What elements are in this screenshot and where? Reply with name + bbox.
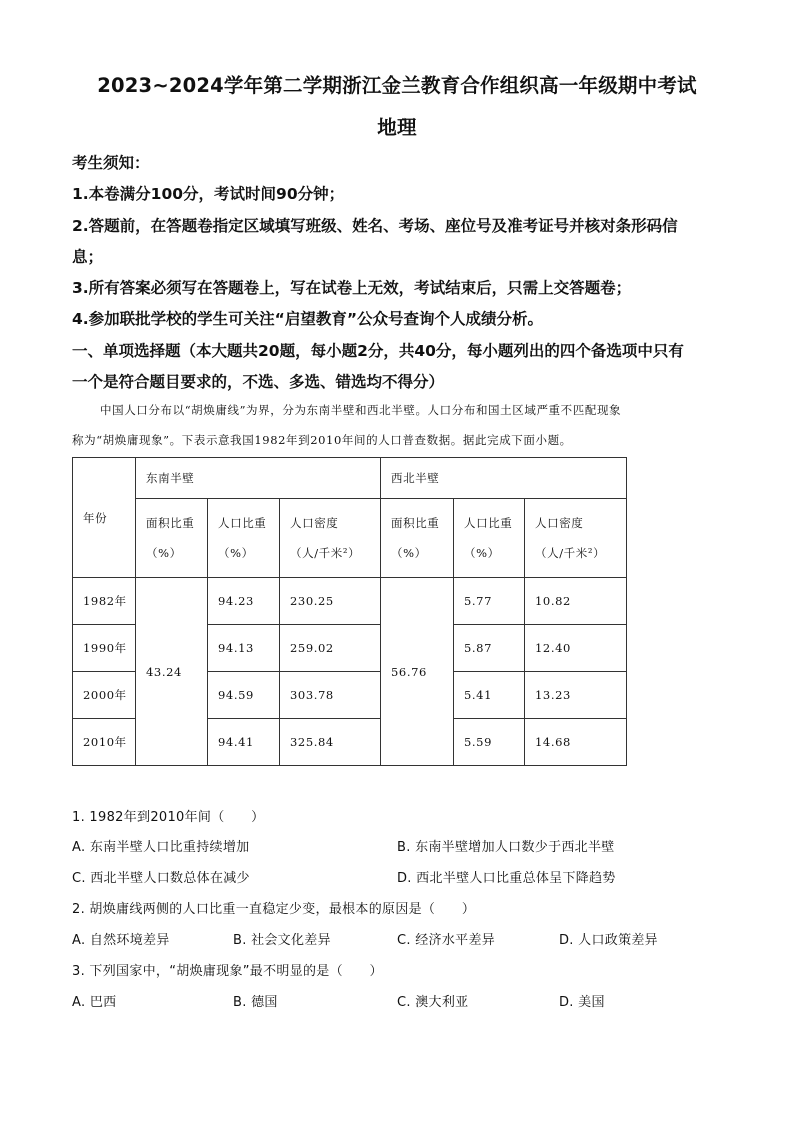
cell: 5.59 [454,719,525,766]
option: B. 东南半壁增加人口数少于西北半壁 [397,840,615,855]
question-stem: 2. 胡焕庸线两侧的人口比重一直稳定少变，最根本的原因是（ ） [72,902,476,917]
cell: 94.59 [208,672,280,719]
notice-heading: 考生须知： [72,154,150,172]
notice-item: 息； [72,248,104,266]
southeast-area-cell: 43.24 [136,578,208,766]
northwest-area-cell: 56.76 [381,578,454,766]
option: B. 德国 [233,995,278,1010]
cell: 94.13 [208,625,280,672]
cell: 5.87 [454,625,525,672]
option: C. 经济水平差异 [397,933,496,948]
question-stem: 3. 下列国家中，“胡焕庸现象”最不明显的是（ ） [72,964,383,979]
year-header: 年份 [73,458,136,578]
col-density-header: 人口密度 （人/千米²） [525,499,627,578]
col-area-header: 面积比重 （%） [381,499,454,578]
cell: 10.82 [525,578,627,625]
col-area-header: 面积比重 （%） [136,499,208,578]
year-cell: 2000年 [73,672,136,719]
notice-item: 4.参加联批学校的学生可关注“启望教育”公众号查询个人成绩分析。 [72,310,544,328]
option: C. 澳大利亚 [397,995,469,1010]
option: A. 巴西 [72,995,117,1010]
subject-title: 地理 [377,116,417,139]
cell: 5.41 [454,672,525,719]
southeast-header: 东南半壁 [136,458,381,499]
option: A. 东南半壁人口比重持续增加 [72,840,250,855]
col-density-header: 人口密度 （人/千米²） [280,499,381,578]
col-pop-header: 人口比重 （%） [454,499,525,578]
col-pop-header: 人口比重 （%） [208,499,280,578]
section-heading: 一、单项选择题（本大题共20题，每小题2分，共40分，每小题列出的四个备选项中只有 [72,342,684,360]
question-stem: 1. 1982年到2010年间（ ） [72,810,265,825]
exam-title: 2023~2024学年第二学期浙江金兰教育合作组织高一年级期中考试 [97,74,697,97]
year-cell: 2010年 [73,719,136,766]
option: D. 美国 [559,995,605,1010]
notice-item: 2.答题前，在答题卷指定区域填写班级、姓名、考场、座位号及准考证号并核对条形码信 [72,217,678,235]
cell: 94.41 [208,719,280,766]
cell: 14.68 [525,719,627,766]
option: A. 自然环境差异 [72,933,170,948]
cell: 5.77 [454,578,525,625]
intro-passage-cont: 称为“胡焕庸现象”。下表示意我国1982年到2010年间的人口普查数据。据此完成下面小题。 [72,433,572,447]
intro-passage: 中国人口分布以“胡焕庸线”为界，分为东南半壁和西北半壁。人口分布和国土区域严重不匹配现象 [100,403,622,417]
year-cell: 1990年 [73,625,136,672]
notice-item: 3.所有答案必须写在答题卷上，写在试卷上无效，考试结束后，只需上交答题卷； [72,279,632,297]
option: C. 西北半壁人口数总体在减少 [72,871,250,886]
cell: 13.23 [525,672,627,719]
cell: 259.02 [280,625,381,672]
year-cell: 1982年 [73,578,136,625]
cell: 94.23 [208,578,280,625]
census-table [72,457,627,766]
cell: 230.25 [280,578,381,625]
cell: 325.84 [280,719,381,766]
section-heading-cont: 一个是符合题目要求的，不选、多选、错选均不得分） [72,373,445,391]
table-row [73,578,627,625]
option: D. 西北半壁人口比重总体呈下降趋势 [397,871,616,886]
notice-item: 1.本卷满分100分，考试时间90分钟； [72,185,345,203]
option: B. 社会文化差异 [233,933,331,948]
cell: 303.78 [280,672,381,719]
cell: 12.40 [525,625,627,672]
northwest-header: 西北半壁 [381,458,627,499]
option: D. 人口政策差异 [559,933,658,948]
